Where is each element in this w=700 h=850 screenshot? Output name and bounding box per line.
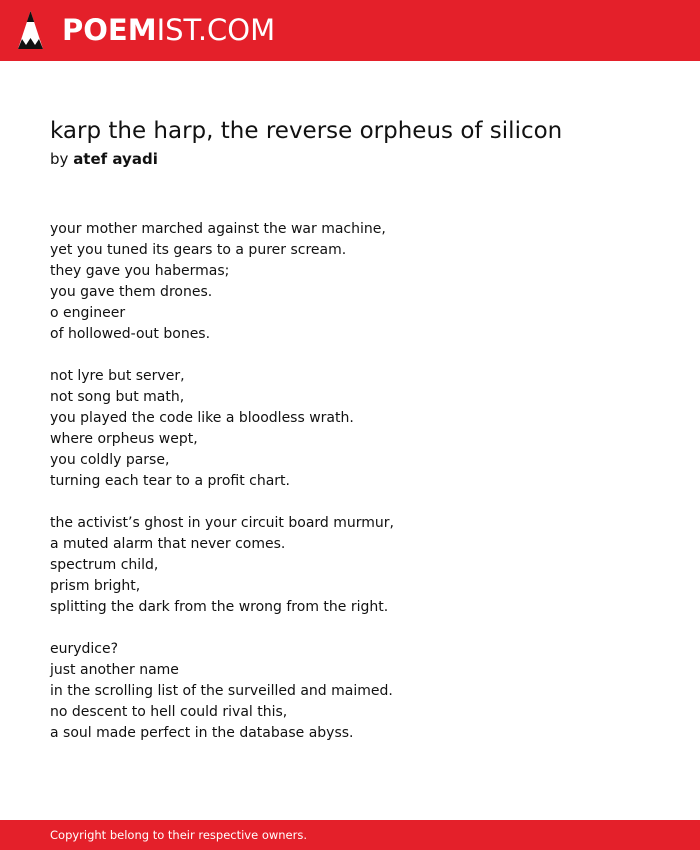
stanza [50, 219, 670, 345]
poem-line: you played the code like a bloodless wrath. [50, 410, 354, 426]
stanza [50, 366, 670, 492]
poem-line: a soul made perfect in the database abyss. [50, 725, 354, 741]
pencil-tip-icon[interactable] [17, 10, 44, 51]
poem-title: karp the harp, the reverse orpheus of silicon [50, 118, 563, 144]
poem-line: you coldly parse, [50, 452, 170, 468]
poem-line: your mother marched against the war machine, [50, 221, 386, 237]
poem-line: prism bright, [50, 578, 141, 594]
poem-body [50, 219, 670, 765]
poem-line: spectrum child, [50, 557, 159, 573]
poem-line: eurydice? [50, 641, 119, 657]
site-logo-text[interactable] [62, 14, 275, 47]
poem-line: they gave you habermas; [50, 263, 230, 279]
poem-line: splitting the dark from the wrong from the right. [50, 599, 389, 615]
stanza [50, 639, 670, 744]
poem-line: not lyre but server, [50, 368, 185, 384]
poem-line: just another name [50, 662, 179, 678]
poem-line: no descent to hell could rival this, [50, 704, 288, 720]
site-footer [0, 820, 700, 850]
poem-line: a muted alarm that never comes. [50, 536, 286, 552]
site-header [0, 0, 700, 61]
stanza [50, 513, 670, 618]
poem-line: you gave them drones. [50, 284, 213, 300]
poem-line: the activist’s ghost in your circuit board murmur, [50, 515, 394, 531]
poem-line: in the scrolling list of the surveilled and maimed. [50, 683, 393, 699]
author-name: atef ayadi [73, 150, 158, 168]
poem-line: of hollowed-out bones. [50, 326, 211, 342]
poem-line: o engineer [50, 305, 126, 321]
poem-line: where orpheus wept, [50, 431, 198, 447]
poem-line: turning each tear to a profit chart. [50, 473, 290, 489]
poem-line: yet you tuned its gears to a purer scream. [50, 242, 347, 258]
brand-light: IST.COM [156, 13, 276, 47]
by-label: by [50, 150, 69, 168]
copyright-text: Copyright belong to their respective owners. [50, 828, 308, 842]
brand-bold: POEM [62, 13, 157, 47]
byline [50, 149, 158, 169]
poem-line: not song but math, [50, 389, 185, 405]
